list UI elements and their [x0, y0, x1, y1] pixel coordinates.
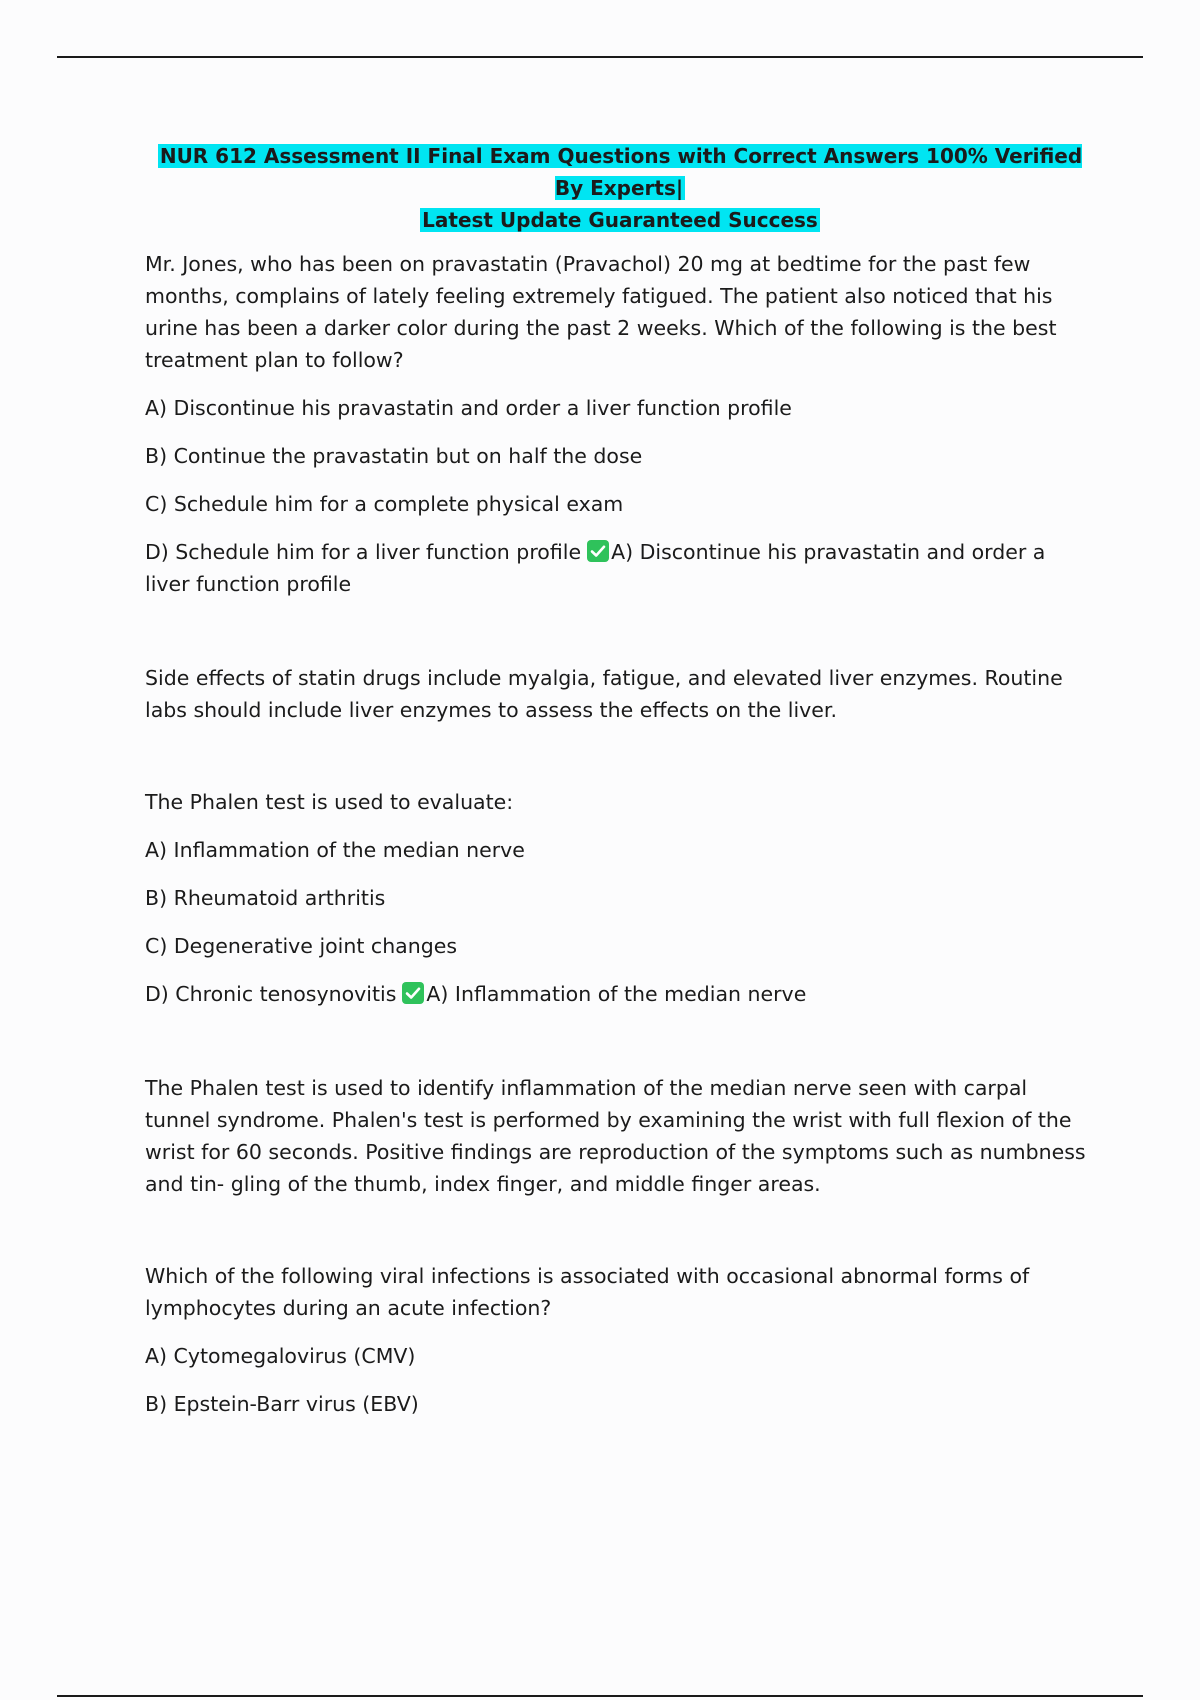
- check-mark-icon: [587, 540, 609, 562]
- check-mark-icon: [402, 982, 424, 1004]
- question-2-stem: The Phalen test is used to evaluate:: [145, 790, 514, 814]
- question-3-option-b: B) Epstein-Barr virus (EBV): [145, 1392, 419, 1416]
- question-2-rationale: The Phalen test is used to identify inflammation of the median nerve seen with carpal tunnel syndrome. Phalen's test is performed by examining the wrist with full flexion of the wrist for 60 seconds. Positive findings are reproduction of the symptoms such as numbness and tin- gling of the thumb, index finger, and middle finger areas.: [145, 1076, 1086, 1196]
- question-1-option-d: D) Schedule him for a liver function profile: [145, 540, 582, 564]
- question-2-option-d: D) Chronic tenosynovitis: [145, 982, 397, 1006]
- top-rule: [57, 56, 1143, 58]
- document-body: [145, 140, 1095, 1436]
- question-1-option-b: B) Continue the pravastatin but on half the dose: [145, 444, 643, 468]
- question-2-option-a: A) Inflammation of the median nerve: [145, 838, 525, 862]
- question-1-stem: Mr. Jones, who has been on pravastatin (Pravachol) 20 mg at bedtime for the past few months, complains of lately feeling extremely fatigued. The patient also noticed that his urine has been a darker color during the past 2 weeks. Which of the following is the best treatment plan to follow?: [145, 252, 1057, 372]
- question-1-answer: A) Discontinue his pravastatin and order a liver function profile: [145, 540, 1046, 596]
- question-3-option-a: A) Cytomegalovirus (CMV): [145, 1344, 416, 1368]
- question-1-rationale: Side effects of statin drugs include myalgia, fatigue, and elevated liver enzymes. Routine labs should include liver enzymes to assess the effects on the liver.: [145, 666, 1063, 722]
- document-title: [145, 140, 1095, 236]
- question-2-option-b: B) Rheumatoid arthritis: [145, 886, 386, 910]
- question-2-answer: A) Inflammation of the median nerve: [426, 982, 807, 1006]
- bottom-rule: [57, 1695, 1143, 1697]
- question-3-stem: Which of the following viral infections is associated with occasional abnormal forms of lymphocytes during an acute infection?: [145, 1264, 1030, 1320]
- question-2-option-d-with-answer: [145, 978, 1095, 1010]
- title-line-1: NUR 612 Assessment II Final Exam Questions with Correct Answers 100% Verified By Experts|: [159, 144, 1083, 200]
- question-1-option-a: A) Discontinue his pravastatin and order a liver function profile: [145, 396, 792, 420]
- question-2-option-c: C) Degenerative joint changes: [145, 934, 458, 958]
- question-1-option-d-with-answer: [145, 536, 1095, 600]
- title-line-2: Latest Update Guaranteed Success: [422, 208, 818, 232]
- question-1-option-c: C) Schedule him for a complete physical exam: [145, 492, 624, 516]
